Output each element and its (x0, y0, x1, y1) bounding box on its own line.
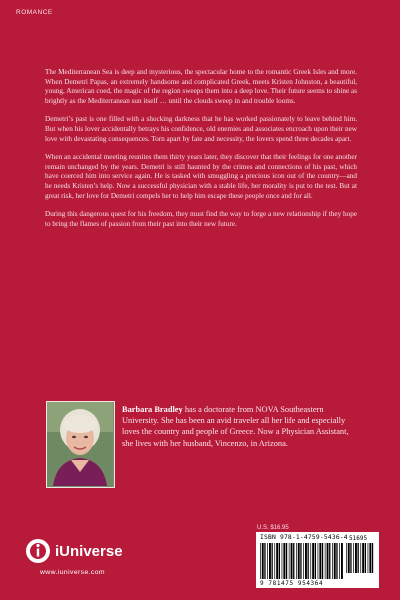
price-code: 51695 (349, 535, 368, 542)
price-label: U.S. $16.95 (257, 525, 289, 531)
blurb-paragraph: When an accidental meeting reunites them thirty years later, they discover that their feelings for one another remain unchanged by the years. Demetri is still haunted by the crimes and connections of his past, which have coerced him into service again. He is tasked with smuggling a precious icon out of the country—and he needs Kristen’s help. Now a successful physician with a stable life, her morality is put to the test. But at great risk, her love for Demetri compels her to help him escape these people once and for all. (45, 153, 357, 200)
barcode-bars (260, 543, 344, 579)
blurb-paragraph: The Mediterranean Sea is deep and mysterious, the spectacular home to the romantic Greek Isles and more. When Demetri Papas, an extremely handsome and complicated Greek, meets Kristen Johnston, a beautiful, young, American coed, the magic of the region sweeps them into a deep love. Their future seems to shine as brightly as the Mediterranean sun itself … until the clouds sweep in and trouble looms. (45, 68, 357, 105)
barcode (256, 532, 379, 588)
author-photo (46, 401, 115, 488)
author-bio-text: has a doctorate from NOVA Southeastern University. She has been an avid traveler all her life and especially loves the country and people of Greece. Now a Physician Assistant, she lives with her husband, Vincenzo, in Arizona. (122, 405, 349, 448)
isbn-text: ISBN 978-1-4759-5436-4 (260, 534, 348, 541)
blurb-paragraph: During this dangerous quest for his freedom, they must find the way to forge a new relationship if they hope to bring the flames of passion from their past into their new future. (45, 210, 357, 228)
author-name: Barbara Bradley (122, 405, 183, 414)
publisher-name: iUniverse (55, 542, 123, 560)
genre-label: ROMANCE (16, 9, 53, 16)
publisher-logo (25, 536, 123, 566)
blurb-paragraph: Demetri’s past is one filled with a shocking darkness that he has worked passionately to leave behind him. But when his lover accidentally betrays his confidence, old enemies and associates encroach upon their new love with devastating consequences. Torn apart by fate and necessity, the lovers spend three decades apart. (45, 115, 357, 143)
barcode-addon-bars (346, 543, 376, 579)
barcode-digits: 9 781475 954364 (260, 580, 324, 587)
author-bio (122, 404, 356, 449)
back-cover-blurb (45, 68, 357, 238)
publisher-url: www.iuniverse.com (40, 569, 105, 576)
iuniverse-logo-icon (25, 538, 51, 564)
